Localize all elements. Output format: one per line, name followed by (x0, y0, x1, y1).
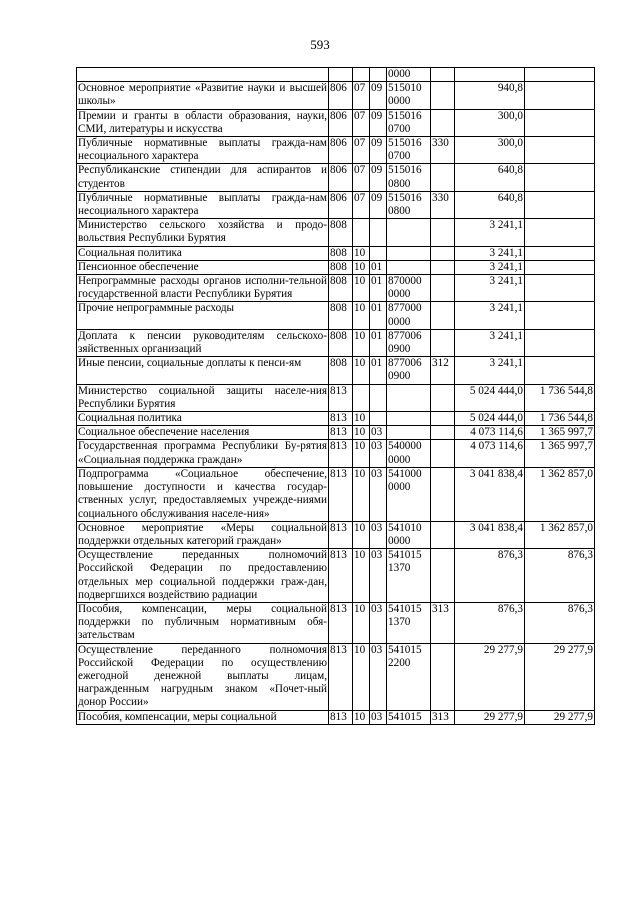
admin-code-cell: 813 (329, 467, 353, 521)
table-row (77, 164, 595, 191)
table-row (77, 329, 595, 356)
admin-code-cell: 808 (329, 302, 353, 329)
table-row (77, 246, 595, 260)
federal-amount-cell (525, 260, 595, 274)
section-code-cell: 10 (353, 302, 370, 329)
section-code-cell: 10 (353, 467, 370, 521)
admin-code-cell: 808 (329, 260, 353, 274)
row-name-cell: Социальная политика (77, 412, 329, 426)
section-code-cell: 10 (353, 357, 370, 384)
row-name-cell: Доплата к пенсии руководителям сельскохо-зяйственных организаций (78, 329, 327, 356)
subsection-code-cell: 01 (370, 357, 387, 384)
section-code-cell: 07 (353, 137, 370, 164)
amount-cell: 876,3 (455, 549, 525, 603)
section-code-cell: 10 (353, 602, 370, 643)
subsection-code-cell: 09 (370, 191, 387, 218)
admin-code-cell (329, 68, 353, 82)
admin-code-cell: 806 (329, 137, 353, 164)
subsection-code-cell: 03 (370, 467, 387, 521)
federal-amount-cell (525, 246, 595, 260)
target-article-cell: 870000 0000 (387, 275, 431, 302)
section-code-cell (353, 219, 370, 246)
row-name-cell: Подпрограмма «Социальное обеспечение, повышение доступности и качества государ-ственных услуг, предоставляемых учрежде-ниями социального обслуживания населе-ния» (78, 467, 327, 520)
amount-cell: 5 024 444,0 (455, 384, 525, 411)
table-row (77, 82, 595, 109)
target-article-cell: 515010 0000 (387, 82, 431, 109)
target-article-cell: 877006 0900 (387, 329, 431, 356)
expense-type-cell (431, 329, 455, 356)
admin-code-cell: 813 (329, 710, 353, 724)
amount-cell: 4 073 114,6 (455, 440, 525, 467)
federal-amount-cell (525, 68, 595, 82)
admin-code-cell: 806 (329, 191, 353, 218)
expense-type-cell (431, 549, 455, 603)
federal-amount-cell (525, 109, 595, 136)
table-row (77, 137, 595, 164)
target-article-cell: 515016 0700 (387, 109, 431, 136)
section-code-cell: 10 (353, 426, 370, 440)
subsection-code-cell: 09 (370, 137, 387, 164)
target-article-cell (387, 426, 431, 440)
target-article-cell: 0000 (387, 68, 431, 82)
federal-amount-cell (525, 191, 595, 218)
amount-cell: 29 277,9 (455, 710, 525, 724)
amount-cell (455, 68, 525, 82)
budget-table (76, 67, 595, 725)
admin-code-cell: 808 (329, 329, 353, 356)
amount-cell: 876,3 (455, 602, 525, 643)
row-name-cell: Министерство социальной защиты населе-ния Республики Бурятия (78, 384, 327, 410)
federal-amount-cell: 1 362 857,0 (525, 521, 595, 548)
amount-cell: 3 241,1 (455, 275, 525, 302)
federal-amount-cell (525, 137, 595, 164)
target-article-cell: 515016 0800 (387, 164, 431, 191)
target-article-cell: 515016 0700 (387, 137, 431, 164)
target-article-cell: 541010 0000 (387, 521, 431, 548)
federal-amount-cell: 1 736 544,8 (525, 412, 595, 426)
amount-cell: 5 024 444,0 (455, 412, 525, 426)
target-article-cell (387, 384, 431, 411)
federal-amount-cell (525, 302, 595, 329)
section-code-cell: 10 (353, 521, 370, 548)
row-name-cell: Пособия, компенсации, меры социальной поддержки по публичным нормативным обя-зательствам (78, 602, 327, 642)
expense-type-cell (431, 109, 455, 136)
federal-amount-cell (525, 82, 595, 109)
federal-amount-cell (525, 275, 595, 302)
subsection-code-cell: 01 (370, 275, 387, 302)
table-row (77, 467, 595, 521)
table-row (77, 426, 595, 440)
expense-type-cell: 312 (431, 357, 455, 384)
target-article-cell: 515016 0800 (387, 191, 431, 218)
admin-code-cell: 808 (329, 275, 353, 302)
amount-cell: 300,0 (455, 137, 525, 164)
subsection-code-cell: 03 (370, 549, 387, 603)
subsection-code-cell: 03 (370, 602, 387, 643)
table-row (77, 68, 595, 82)
federal-amount-cell: 876,3 (525, 602, 595, 643)
federal-amount-cell: 29 277,9 (525, 643, 595, 710)
section-code-cell: 10 (353, 246, 370, 260)
section-code-cell: 10 (353, 275, 370, 302)
target-article-cell (387, 412, 431, 426)
target-article-cell: 541015 (387, 710, 431, 724)
subsection-code-cell (370, 68, 387, 82)
expense-type-cell (431, 82, 455, 109)
federal-amount-cell: 876,3 (525, 549, 595, 603)
subsection-code-cell (370, 384, 387, 411)
row-name-cell: Социальное обеспечение населения (77, 426, 329, 440)
amount-cell: 3 241,1 (455, 302, 525, 329)
table-row (77, 521, 595, 548)
target-article-cell: 541015 1370 (387, 549, 431, 603)
section-code-cell: 07 (353, 191, 370, 218)
federal-amount-cell: 1 365 997,7 (525, 440, 595, 467)
subsection-code-cell (370, 412, 387, 426)
amount-cell: 3 241,1 (455, 246, 525, 260)
admin-code-cell: 808 (329, 219, 353, 246)
expense-type-cell (431, 219, 455, 246)
section-code-cell: 10 (353, 260, 370, 274)
row-name-cell: Публичные нормативные выплаты граждa-нам несоциального характера (78, 191, 327, 218)
table-row (77, 643, 595, 710)
expense-type-cell (431, 440, 455, 467)
row-name-cell: Министерство сельского хозяйства и продо-вольствия Республики Бурятия (78, 219, 327, 245)
table-row (77, 191, 595, 218)
section-code-cell: 10 (353, 412, 370, 426)
section-code-cell (353, 68, 370, 82)
table-row (77, 357, 595, 384)
table-row (77, 384, 595, 411)
row-name-cell: Республиканские стипендии для аспирантов и студентов (78, 164, 327, 190)
admin-code-cell: 813 (329, 384, 353, 411)
admin-code-cell: 813 (329, 643, 353, 710)
subsection-code-cell (370, 246, 387, 260)
target-article-cell: 541015 1370 (387, 602, 431, 643)
target-article-cell: 541015 2200 (387, 643, 431, 710)
table-row (77, 260, 595, 274)
expense-type-cell (431, 246, 455, 260)
expense-type-cell: 313 (431, 710, 455, 724)
row-name-cell: Осуществление переданных полномочий Российской Федерации по предоставлению отдельных мер социальной поддержки граж-дан, подвергшихся воздействию радиации (78, 549, 327, 601)
admin-code-cell: 813 (329, 549, 353, 603)
section-code-cell: 10 (353, 549, 370, 603)
page-number: 593 (310, 37, 330, 52)
subsection-code-cell: 03 (370, 643, 387, 710)
amount-cell: 3 041 838,4 (455, 467, 525, 521)
table-row (77, 710, 595, 724)
expense-type-cell (431, 521, 455, 548)
admin-code-cell: 806 (329, 164, 353, 191)
row-name-cell: Публичные нормативные выплаты граждa-нам несоциального характера (78, 137, 327, 163)
row-name-cell: Иные пенсии, социальные доплаты к пенси-ям (77, 357, 329, 384)
amount-cell: 640,8 (455, 191, 525, 218)
target-article-cell (387, 246, 431, 260)
amount-cell: 29 277,9 (455, 643, 525, 710)
federal-amount-cell: 29 277,9 (525, 710, 595, 724)
subsection-code-cell: 03 (370, 440, 387, 467)
section-code-cell: 10 (353, 329, 370, 356)
target-article-cell (387, 219, 431, 246)
expense-type-cell (431, 164, 455, 191)
target-article-cell: 541000 0000 (387, 467, 431, 521)
section-code-cell: 07 (353, 164, 370, 191)
subsection-code-cell: 03 (370, 521, 387, 548)
expense-type-cell: 330 (431, 191, 455, 218)
amount-cell: 940,8 (455, 82, 525, 109)
subsection-code-cell: 01 (370, 302, 387, 329)
subsection-code-cell: 03 (370, 710, 387, 724)
expense-type-cell (431, 426, 455, 440)
table-body (77, 68, 595, 725)
federal-amount-cell (525, 164, 595, 191)
section-code-cell: 07 (353, 82, 370, 109)
subsection-code-cell: 09 (370, 164, 387, 191)
amount-cell: 3 241,1 (455, 219, 525, 246)
amount-cell: 3 241,1 (455, 260, 525, 274)
subsection-code-cell: 03 (370, 426, 387, 440)
amount-cell: 640,8 (455, 164, 525, 191)
admin-code-cell: 808 (329, 246, 353, 260)
row-name-cell: Прочие непрограммные расходы (77, 302, 329, 329)
subsection-code-cell (370, 219, 387, 246)
table-row (77, 302, 595, 329)
table-row (77, 602, 595, 643)
federal-amount-cell (525, 219, 595, 246)
admin-code-cell: 813 (329, 440, 353, 467)
expense-type-cell: 330 (431, 137, 455, 164)
amount-cell: 4 073 114,6 (455, 426, 525, 440)
section-code-cell (353, 384, 370, 411)
row-name-cell: Премии и гранты в области образования, науки, СМИ, литературы и искусства (78, 109, 327, 135)
admin-code-cell: 813 (329, 521, 353, 548)
row-name-cell: Пенсионное обеспечение (77, 260, 329, 274)
amount-cell: 3 241,1 (455, 357, 525, 384)
amount-cell: 3 041 838,4 (455, 521, 525, 548)
row-name-cell: Пособия, компенсации, меры социальной (77, 710, 329, 724)
subsection-code-cell: 09 (370, 109, 387, 136)
table-row (77, 219, 595, 246)
row-name-cell: Социальная политика (77, 246, 329, 260)
section-code-cell: 07 (353, 109, 370, 136)
row-name-cell: Основное мероприятие «Развитие науки и высшей школы» (78, 82, 327, 108)
admin-code-cell: 806 (329, 109, 353, 136)
target-article-cell: 877006 0900 (387, 357, 431, 384)
expense-type-cell (431, 260, 455, 274)
federal-amount-cell (525, 357, 595, 384)
table-row (77, 549, 595, 603)
federal-amount-cell: 1 365 997,7 (525, 426, 595, 440)
row-name-cell: Основное мероприятие «Меры социальной поддержки отдельных категорий граждан» (78, 521, 327, 547)
admin-code-cell: 806 (329, 82, 353, 109)
admin-code-cell: 813 (329, 412, 353, 426)
admin-code-cell: 813 (329, 602, 353, 643)
amount-cell: 3 241,1 (455, 329, 525, 356)
expense-type-cell (431, 643, 455, 710)
amount-cell: 300,0 (455, 109, 525, 136)
target-article-cell (387, 260, 431, 274)
expense-type-cell (431, 412, 455, 426)
row-name-cell: Государственная программа Республики Бу-рятия «Социальная поддержка граждан» (78, 440, 327, 466)
section-code-cell: 10 (353, 643, 370, 710)
section-code-cell: 10 (353, 440, 370, 467)
expense-type-cell (431, 302, 455, 329)
row-name-cell: Осуществление переданного полномочия Российской Федерации по осуществлению ежегодной денежной выплаты лицам, награжденным нагрудным знаком «Почет-ный донор России» (78, 643, 327, 709)
expense-type-cell: 313 (431, 602, 455, 643)
subsection-code-cell: 01 (370, 260, 387, 274)
row-name-cell: Непрограммные расходы органов исполни-тельной государственной власти Республики Бурятия (78, 275, 327, 301)
target-article-cell: 877000 0000 (387, 302, 431, 329)
row-name-cell (77, 68, 329, 82)
table-row (77, 275, 595, 302)
federal-amount-cell (525, 329, 595, 356)
target-article-cell: 540000 0000 (387, 440, 431, 467)
expense-type-cell (431, 467, 455, 521)
federal-amount-cell: 1 736 544,8 (525, 384, 595, 411)
subsection-code-cell: 01 (370, 329, 387, 356)
table-row (77, 109, 595, 136)
subsection-code-cell: 09 (370, 82, 387, 109)
section-code-cell: 10 (353, 710, 370, 724)
expense-type-cell (431, 68, 455, 82)
federal-amount-cell: 1 362 857,0 (525, 467, 595, 521)
table-row (77, 412, 595, 426)
admin-code-cell: 813 (329, 426, 353, 440)
expense-type-cell (431, 275, 455, 302)
expense-type-cell (431, 384, 455, 411)
table-row (77, 440, 595, 467)
admin-code-cell: 808 (329, 357, 353, 384)
